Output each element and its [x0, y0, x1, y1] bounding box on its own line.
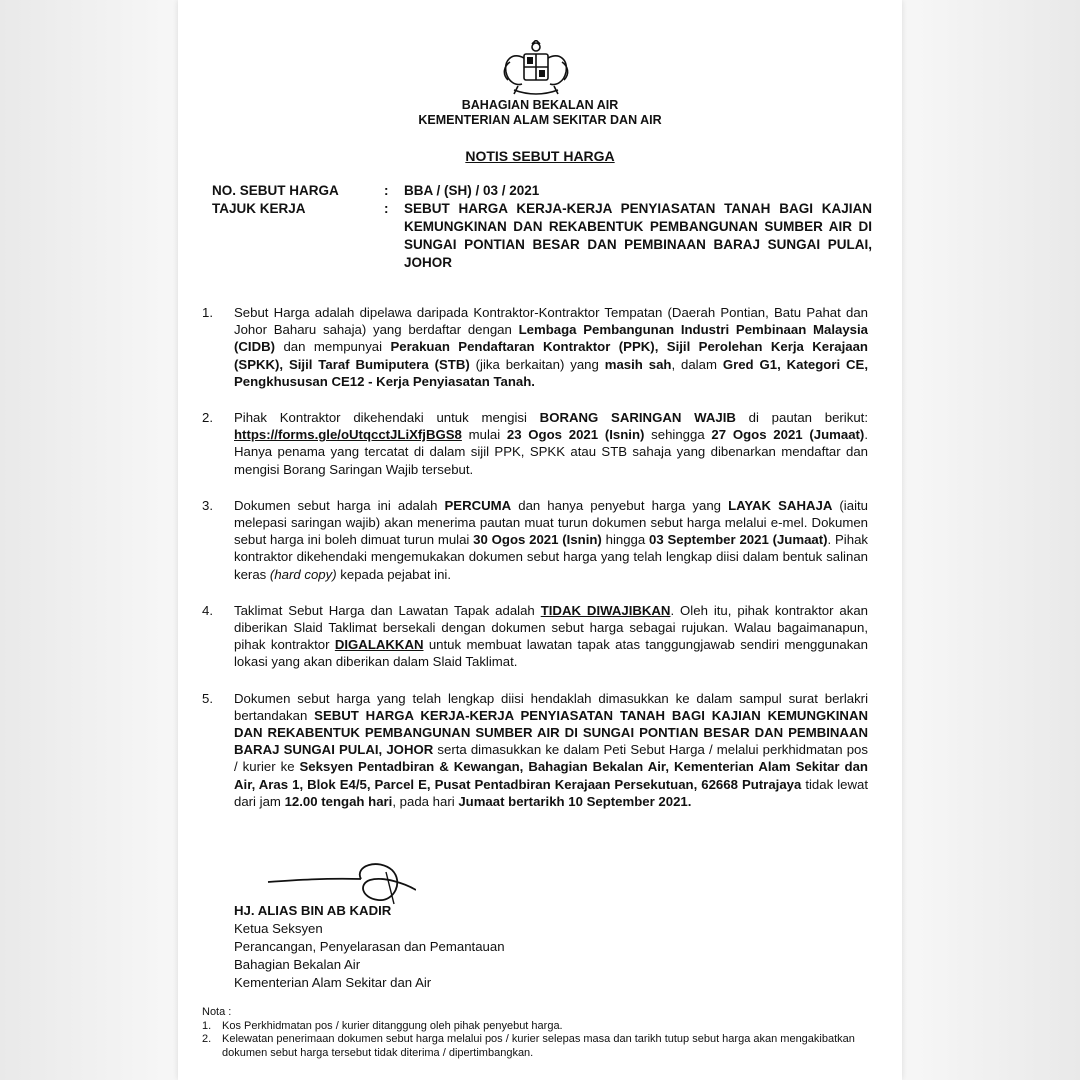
- bold-text: Jumaat bertarikh 10 September 2021.: [458, 793, 692, 809]
- text: , pada hari: [392, 793, 459, 809]
- note-item: [202, 1033, 882, 1060]
- text: untuk membuat lawatan tapak atas tanggungjawab sendiri menggunakan lokasi yang akan diberikan dalam Slaid Taklimat.: [234, 637, 868, 670]
- item-text: [234, 690, 868, 810]
- bold-text: Gred G1, Kategori CE, Pengkhususan CE12 - Kerja Penyiasatan Tanah.: [234, 356, 868, 389]
- list-item: [202, 602, 868, 671]
- bold-text: BORANG SARINGAN WAJIB: [539, 410, 736, 426]
- colon: :: [384, 201, 389, 216]
- note-text: Kos Perkhidmatan pos / kurier ditanggung oleh pihak penyebut harga.: [222, 1019, 563, 1032]
- item-number: 5.: [202, 690, 213, 706]
- document-page: [178, 0, 902, 1080]
- quotation-number-row: [212, 182, 872, 200]
- list-item: [202, 497, 868, 583]
- form-link[interactable]: https://forms.gle/oUtqcctJLiXfjBGS8: [234, 427, 462, 443]
- signatory-name: HJ. ALIAS BIN AB KADIR: [234, 903, 392, 918]
- bold-underlined-text: DIGALAKKAN: [334, 637, 424, 653]
- bold-text: Seksyen Pentadbiran & Kewangan, Bahagian Bekalan Air, Kementerian Alam Sekitar dan Air, Aras 1, Blok E4/5, Parcel E, Pusat Pentadbiran Kerajaan Persekutuan, 62668 Putrajaya: [234, 759, 868, 792]
- text: Sebut Harga adalah dipelawa daripada Kontraktor-Kontraktor Tempatan (Daerah Pontian, Batu Pahat dan Johor Baharu sahaja) yang berdaftar dengan: [234, 305, 868, 338]
- item-text: [234, 304, 868, 390]
- item-text: [234, 602, 868, 671]
- text: hingga: [601, 532, 650, 548]
- notice-items: [202, 304, 868, 829]
- signatory-block: [234, 902, 505, 992]
- text: . Oleh itu, pihak kontraktor akan diberikan Slaid Taklimat bersekali dengan dokumen sebut harga sebagai rujukan. Walau bagaimanapun, pihak kontraktor: [234, 602, 868, 653]
- item-number: 1.: [202, 305, 213, 320]
- background-left: [0, 0, 178, 1080]
- text: (jika berkaitan) yang: [469, 356, 605, 372]
- text: . Pihak kontraktor dikehendaki mengemukakan dokumen sebut harga yang telah lengkap diisi dalam bentuk salinan keras: [234, 532, 868, 582]
- bold-text: Perakuan Pendaftaran Kontraktor (PPK), Sijil Perolehan Kerja Kerajaan (SPKK), Sijil Taraf Bumiputera (STB): [234, 339, 868, 372]
- bold-text: LAYAK SAHAJA: [728, 497, 833, 513]
- background-right: [902, 0, 1080, 1080]
- note-text: Kelewatan penerimaan dokumen sebut harga melalui pos / kurier selepas masa dan tarikh tutup sebut harga akan mengakibatkan dokumen sebut harga tersebut tidak diterima / dipertimbangkan.: [222, 1033, 855, 1059]
- signatory-section: Perancangan, Penyelarasan dan Pemantauan: [234, 939, 505, 954]
- notice-title: NOTIS SEBUT HARGA: [465, 148, 615, 164]
- text: sehingga: [644, 427, 712, 443]
- agency-header: [178, 98, 902, 128]
- notice-meta: [212, 182, 872, 272]
- text: Pihak Kontraktor dikehendaki untuk mengisi: [234, 410, 540, 426]
- text: , dalam: [671, 356, 723, 372]
- item-text: [234, 497, 868, 583]
- text: . Hanya penama yang tercatat di dalam sijil PPK, SPKK atau STB sahaja yang dibenarkan mendaftar dan mengisi Borang Saringan Wajib tersebut.: [234, 427, 868, 477]
- colon: :: [384, 183, 389, 198]
- bold-text: 30 Ogos 2021 (Isnin): [473, 532, 602, 548]
- text: Dokumen sebut harga yang telah lengkap diisi hendaklah dimasukkan ke dalam sampul surat berlakri bertandakan: [234, 690, 868, 723]
- text: (iaitu melepasi saringan wajib) akan menerima pautan muat turun dokumen sebut harga melalui e-mel. Dokumen sebut harga ini boleh dimuat turun mulai: [234, 497, 869, 548]
- agency-line-2: KEMENTERIAN ALAM SEKITAR DAN AIR: [418, 113, 662, 127]
- quotation-number-label: NO. SEBUT HARGA: [212, 183, 339, 198]
- text: kepada pejabat ini.: [336, 566, 452, 582]
- work-title-value: SEBUT HARGA KERJA-KERJA PENYIASATAN TANAH BAGI KAJIAN KEMUNGKINAN DAN REKABENTUK PEMBANGUNAN SUMBER AIR DI SUNGAI PONTIAN BESAR DAN PEMBINAAN BARAJ SUNGAI PULAI, JOHOR: [404, 201, 872, 270]
- item-number: 2.: [202, 410, 213, 426]
- work-title-row: [212, 200, 872, 272]
- bold-text: Lembaga Pembangunan Industri Pembinaan Malaysia (CIDB): [234, 322, 868, 355]
- list-item: [202, 690, 868, 810]
- text: di pautan berikut:: [735, 410, 868, 426]
- notes-section: [202, 1006, 882, 1060]
- italic-text: (hard copy): [269, 566, 337, 582]
- bold-underlined-text: TIDAK DIWAJIBKAN: [540, 602, 671, 618]
- bold-text: SEBUT HARGA KERJA-KERJA PENYIASATAN TANAH BAGI KAJIAN KEMUNGKINAN DAN REKABENTUK PEMBANGUNAN SUMBER AIR DI SUNGAI PONTIAN BESAR DAN PEMBINAAN BARAJ SUNGAI PULAI, JOHOR: [234, 707, 868, 758]
- bold-text: 12.00 tengah hari: [284, 793, 393, 809]
- text: tidak lewat dari jam: [234, 776, 868, 809]
- work-title-label: TAJUK KERJA: [212, 201, 306, 216]
- bold-text: 27 Ogos 2021 (Jumaat): [711, 427, 865, 443]
- text: serta dimasukkan ke dalam Peti Sebut Harga / melalui perkhidmatan pos / kurier ke: [234, 742, 868, 775]
- text: mulai: [461, 427, 507, 443]
- list-item: [202, 304, 868, 390]
- item-number: 4.: [202, 602, 213, 618]
- text: dan mempunyai: [275, 339, 391, 355]
- signatory-ministry: Kementerian Alam Sekitar dan Air: [234, 975, 432, 990]
- signatory-division: Bahagian Bekalan Air: [234, 957, 361, 972]
- text: Taklimat Sebut Harga dan Lawatan Tapak adalah: [234, 602, 541, 618]
- agency-line-1: BAHAGIAN BEKALAN AIR: [461, 98, 619, 112]
- text: dan hanya penyebut harga yang: [511, 497, 729, 513]
- bold-text: 23 Ogos 2021 (Isnin): [506, 427, 645, 443]
- signatory-position: Ketua Seksyen: [234, 921, 323, 936]
- text: Dokumen sebut harga ini adalah: [234, 497, 445, 513]
- notes-label: Nota :: [202, 1006, 232, 1018]
- coat-of-arms-icon: [496, 40, 576, 100]
- note-number: 2.: [202, 1033, 212, 1045]
- note-item: [202, 1020, 882, 1034]
- list-item: [202, 409, 868, 478]
- note-number: 1.: [202, 1019, 212, 1032]
- bold-text: PERCUMA: [444, 497, 512, 513]
- item-text: [234, 409, 868, 478]
- bold-text: 03 September 2021 (Jumaat): [649, 532, 828, 548]
- bold-text: masih sah: [604, 356, 672, 372]
- item-number: 3.: [202, 497, 213, 513]
- quotation-number-value: BBA / (SH) / 03 / 2021: [404, 183, 540, 198]
